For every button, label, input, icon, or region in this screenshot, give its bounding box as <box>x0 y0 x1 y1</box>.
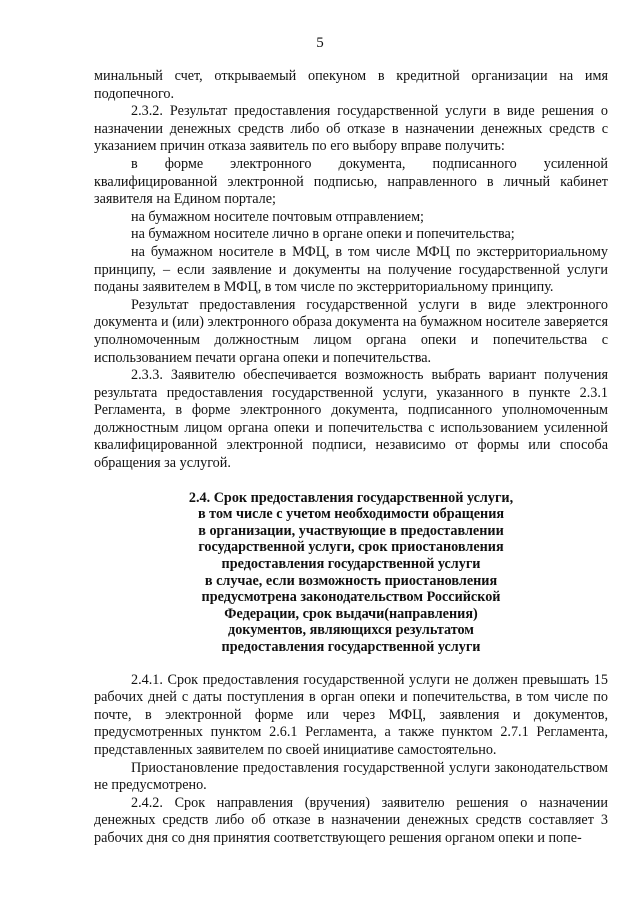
paragraph-2-4-1: 2.4.1. Срок предоставления государственной услуги не должен превышать 15 рабочих дней с даты поступления в орган опеки и попечительства, в том числе по почте, в электронной форме или через МФЦ, заявления и документов, предусмотренных пунктом 2.6.1 Регламента, а также пунктом 2.7.1 Регламента, представленных заявителем по своей инициативе самостоятельно. <box>94 671 608 758</box>
heading-line: государственной услуги, срок приостановления <box>198 539 504 556</box>
heading-line: предоставления государственной услуги <box>221 639 481 655</box>
paragraph-result-certification: Результат предоставления государственной услуги в виде электронного документа и (или) электронного образа документа на бумажном носителе заверяется уполномоченным должностным лицом органа опеки и попечительства с использованием печати органа опеки и попечительства. <box>94 296 608 366</box>
page-number: 5 <box>316 35 324 51</box>
list-item-in-person: на бумажном носителе лично в органе опеки и попечительства; <box>131 226 515 243</box>
list-item-postal: на бумажном носителе почтовым отправлением; <box>131 208 424 225</box>
heading-line: Федерации, срок выдачи(направления) <box>224 605 478 622</box>
document-body <box>94 68 608 848</box>
paragraph-2-3-3: 2.3.3. Заявителю обеспечивается возможность выбрать вариант получения результата предоставления государственной услуги, указанного в пункте 2.3.1 Регламента, в форме электронного документа, подписанного уполномоченным должностным лицом органа опеки и попечительства с использованием усиленной квалифицированной электронной подписи, независимо от формы или способа обращения за услугой. <box>94 367 608 472</box>
heading-line: в случае, если возможность приостановления <box>204 572 498 589</box>
heading-line: предусмотрена законодательством Российской <box>201 589 501 606</box>
heading-line: документов, являющихся результатом <box>228 622 474 639</box>
heading-line: в том числе с учетом необходимости обращения <box>197 506 505 523</box>
paragraph-2-3-2: 2.3.2. Результат предоставления государственной услуги в виде решения о назначении денежных средств либо об отказе в назначении денежных средств с указанием причин отказа заявитель по его выбору вправе получить: <box>94 103 608 155</box>
paragraph-suspension: Приостановление предоставления государственной услуги законодательством не предусмотрено. <box>94 759 608 794</box>
list-item-mfc: на бумажном носителе в МФЦ, в том числе МФЦ по экстерриториальному принципу, – если заявление и документы на получение государственной услуги поданы заявителем в МФЦ, в том числе по экстерриториальному принципу. <box>94 243 608 296</box>
heading-line: 2.4. Срок предоставления государственной услуги, <box>188 489 514 506</box>
paragraph-2-4-2: 2.4.2. Срок направления (вручения) заявителю решения о назначении денежных средств либо об отказе в назначении денежных средств составляет 3 рабочих дня со дня принятия соответствующего решения органом опеки и попе- <box>94 794 608 846</box>
heading-line: в организации, участвующие в предоставлении <box>198 522 504 539</box>
section-heading-2-4 <box>94 490 608 656</box>
paragraph-continuation: минальный счет, открываемый опекуном в кредитной организации на имя подопечного. <box>94 68 608 102</box>
heading-line: предоставления государственной услуги <box>221 556 481 573</box>
list-item-electronic-document: в форме электронного документа, подписанного усиленной квалифицированной электронной подписью, направленного в личный кабинет заявителя на Едином портале; <box>94 155 608 208</box>
